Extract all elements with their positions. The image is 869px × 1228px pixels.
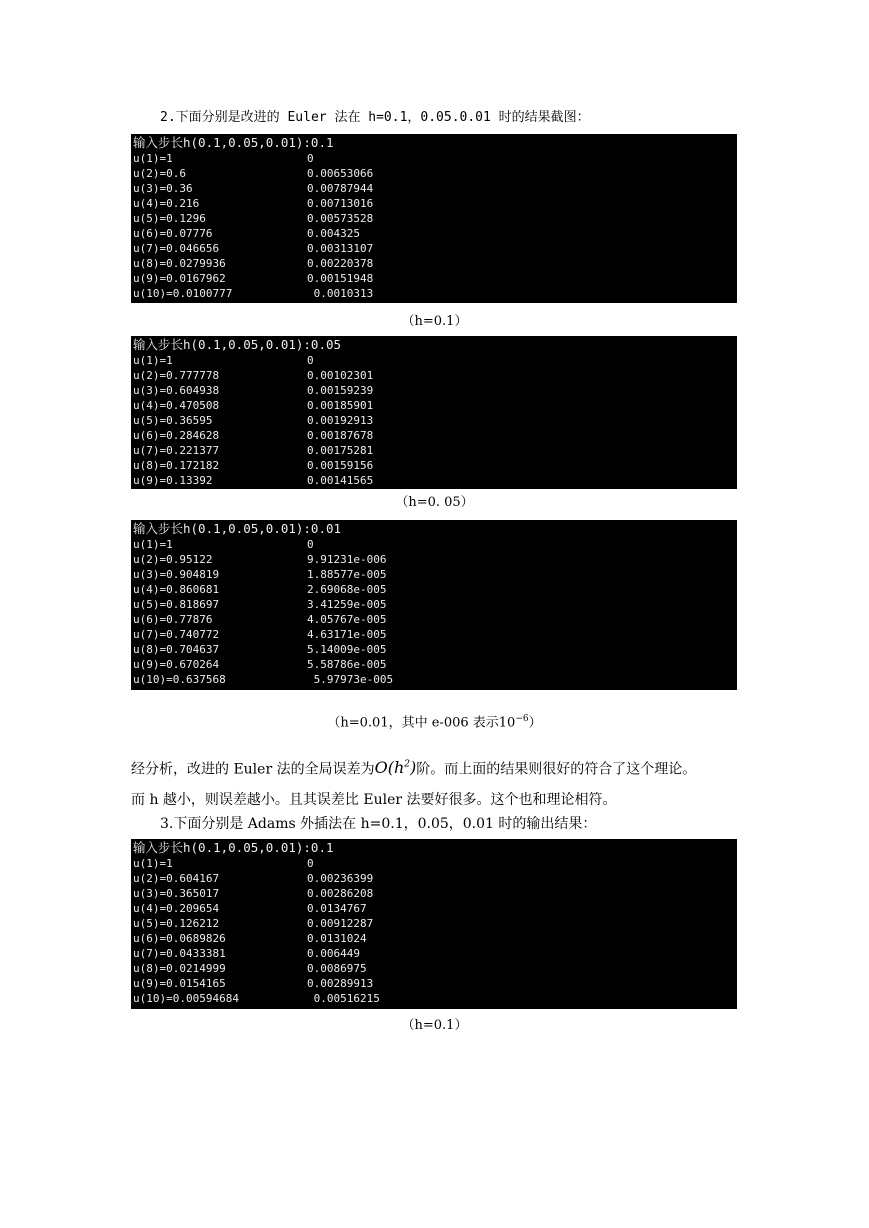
- analysis-paragraph-1: [131, 755, 696, 779]
- row-error-value: 0.00151948: [307, 272, 374, 285]
- console-row: [133, 473, 737, 488]
- console-row: [133, 597, 737, 612]
- row-error-value: 2.69068e-005: [307, 583, 387, 596]
- row-u-value: u(3)=0.604938: [133, 384, 220, 397]
- console-row: [133, 976, 737, 991]
- console-row: [133, 196, 737, 211]
- row-u-value: u(7)=0.740772: [133, 628, 220, 641]
- row-u-value: u(9)=0.0154165: [133, 977, 226, 990]
- row-error-value: 5.14009e-005: [307, 643, 387, 656]
- big-o-close: ): [410, 758, 417, 778]
- intro-paragraph-2: 2.下面分别是改进的 Euler 法在 h=0.1，0.05.0.01 时的结果截图：: [160, 110, 590, 125]
- console-row: [133, 226, 737, 241]
- console-row: [133, 181, 737, 196]
- row-u-value: u(9)=0.0167962: [133, 272, 226, 285]
- console-row: [133, 916, 737, 931]
- caption-h01: （h=0.1）: [401, 314, 468, 329]
- row-u-value: u(3)=0.904819: [133, 568, 220, 581]
- console-row: [133, 271, 737, 286]
- console-row: [133, 368, 737, 383]
- console-row: [133, 567, 737, 582]
- row-error-value: 0.00236399: [307, 872, 374, 885]
- console-screenshot-adams-h01: [131, 839, 737, 1009]
- row-error-value: 0.004325: [307, 227, 360, 240]
- row-error-value: 0: [307, 152, 314, 165]
- console-row: [133, 931, 737, 946]
- caption-text: （h=0.01，其中 e-006 表示: [327, 715, 499, 731]
- row-u-value: u(6)=0.0689826: [133, 932, 226, 945]
- console-row: [133, 353, 737, 368]
- row-u-value: u(9)=0.670264: [133, 658, 220, 671]
- row-error-value: 0.00102301: [307, 369, 374, 382]
- row-error-value: 0.0010313: [307, 287, 374, 300]
- row-u-value: u(10)=0.00594684: [133, 992, 239, 1005]
- console-row: [133, 256, 737, 271]
- row-error-value: 0.00141565: [307, 474, 374, 487]
- row-error-value: 0.00516215: [307, 992, 380, 1005]
- console-row: [133, 458, 737, 473]
- big-o-exp: 2: [404, 760, 410, 770]
- row-error-value: 0: [307, 354, 314, 367]
- row-error-value: 0.00175281: [307, 444, 374, 457]
- row-u-value: u(2)=0.6: [133, 167, 186, 180]
- console-row: [133, 856, 737, 871]
- intro-paragraph-3: 3.下面分别是 Adams 外插法在 h=0.1，0.05，0.01 时的输出结果：: [160, 816, 597, 832]
- row-error-value: 1.88577e-005: [307, 568, 387, 581]
- console-row: [133, 428, 737, 443]
- console-row: [133, 582, 737, 597]
- row-u-value: u(2)=0.95122: [133, 553, 213, 566]
- console-row: [133, 166, 737, 181]
- row-error-value: 0.00912287: [307, 917, 374, 930]
- row-error-value: 0.00187678: [307, 429, 374, 442]
- row-u-value: u(10)=0.0100777: [133, 287, 233, 300]
- console-row: [133, 627, 737, 642]
- analysis-text: 经分析，改进的 Euler 法的全局误差为: [131, 761, 375, 778]
- caption-math-exp: −6: [515, 714, 529, 724]
- console-row: [133, 151, 737, 166]
- console-rows: [133, 151, 737, 301]
- row-error-value: 0.00713016: [307, 197, 374, 210]
- console-row: [133, 657, 737, 672]
- console-prompt: 输入步长h(0.1,0.05,0.01):0.1: [133, 135, 334, 150]
- row-error-value: 0: [307, 857, 314, 870]
- console-rows: [133, 856, 737, 1006]
- row-error-value: 0.00220378: [307, 257, 374, 270]
- row-u-value: u(8)=0.172182: [133, 459, 220, 472]
- row-error-value: 0.0131024: [307, 932, 367, 945]
- console-prompt: 输入步长h(0.1,0.05,0.01):0.1: [133, 840, 334, 855]
- row-error-value: 0.00159239: [307, 384, 374, 397]
- analysis-text-end: 阶。而上面的结果则很好的符合了这个理论。: [416, 761, 697, 778]
- row-u-value: u(6)=0.77876: [133, 613, 213, 626]
- row-u-value: u(4)=0.860681: [133, 583, 220, 596]
- row-error-value: 0: [307, 538, 314, 551]
- row-error-value: 0.00313107: [307, 242, 374, 255]
- row-u-value: u(6)=0.07776: [133, 227, 213, 240]
- row-error-value: 0.00289913: [307, 977, 374, 990]
- row-u-value: u(1)=1: [133, 152, 173, 165]
- console-prompt: 输入步长h(0.1,0.05,0.01):0.05: [133, 337, 342, 352]
- console-rows: [133, 537, 737, 687]
- row-u-value: u(7)=0.0433381: [133, 947, 226, 960]
- row-u-value: u(8)=0.0214999: [133, 962, 226, 975]
- row-u-value: u(8)=0.704637: [133, 643, 220, 656]
- big-o-base: O(h: [374, 758, 405, 778]
- console-row: [133, 871, 737, 886]
- console-row: [133, 211, 737, 226]
- row-error-value: 0.00192913: [307, 414, 374, 427]
- console-rows: [133, 353, 737, 488]
- big-o-expression: [375, 758, 417, 777]
- row-u-value: u(4)=0.209654: [133, 902, 220, 915]
- row-u-value: u(7)=0.046656: [133, 242, 220, 255]
- caption-close: ）: [528, 715, 542, 731]
- row-u-value: u(3)=0.36: [133, 182, 193, 195]
- row-error-value: 5.97973e-005: [307, 673, 394, 686]
- console-row: [133, 642, 737, 657]
- console-row: [133, 946, 737, 961]
- row-u-value: u(9)=0.13392: [133, 474, 213, 487]
- row-u-value: u(4)=0.216: [133, 197, 200, 210]
- row-u-value: u(5)=0.36595: [133, 414, 213, 427]
- row-u-value: u(10)=0.637568: [133, 673, 226, 686]
- console-row: [133, 443, 737, 458]
- row-u-value: u(1)=1: [133, 857, 173, 870]
- console-row: [133, 961, 737, 976]
- console-row: [133, 552, 737, 567]
- row-error-value: 4.63171e-005: [307, 628, 387, 641]
- console-screenshot-h005: [131, 336, 737, 489]
- row-u-value: u(2)=0.777778: [133, 369, 220, 382]
- row-u-value: u(5)=0.818697: [133, 598, 220, 611]
- console-screenshot-h001: [131, 520, 737, 690]
- row-u-value: u(2)=0.604167: [133, 872, 220, 885]
- caption-h005: （h=0. 05）: [395, 495, 474, 510]
- console-row: [133, 537, 737, 552]
- row-u-value: u(8)=0.0279936: [133, 257, 226, 270]
- console-row: [133, 241, 737, 256]
- console-screenshot-h01: [131, 134, 737, 303]
- console-prompt: 输入步长h(0.1,0.05,0.01):0.01: [133, 521, 342, 536]
- caption-h001: [0, 710, 869, 732]
- row-u-value: u(1)=1: [133, 538, 173, 551]
- console-row: [133, 901, 737, 916]
- row-error-value: 0.0134767: [307, 902, 367, 915]
- caption-adams-h01: （h=0.1）: [401, 1018, 468, 1033]
- row-u-value: u(5)=0.1296: [133, 212, 206, 225]
- row-error-value: 0.00159156: [307, 459, 374, 472]
- row-u-value: u(5)=0.126212: [133, 917, 220, 930]
- row-u-value: u(7)=0.221377: [133, 444, 220, 457]
- row-error-value: 3.41259e-005: [307, 598, 387, 611]
- row-error-value: 0.00653066: [307, 167, 374, 180]
- row-error-value: 0.006449: [307, 947, 360, 960]
- row-error-value: 0.00185901: [307, 399, 374, 412]
- row-u-value: u(6)=0.284628: [133, 429, 220, 442]
- row-u-value: u(3)=0.365017: [133, 887, 220, 900]
- row-error-value: 0.00286208: [307, 887, 374, 900]
- console-row: [133, 383, 737, 398]
- row-error-value: 0.00573528: [307, 212, 374, 225]
- console-row: [133, 672, 737, 687]
- row-error-value: 4.05767e-005: [307, 613, 387, 626]
- row-error-value: 0.0086975: [307, 962, 367, 975]
- console-row: [133, 612, 737, 627]
- console-row: [133, 413, 737, 428]
- caption-math-base: 10: [498, 715, 516, 731]
- analysis-paragraph-2: 而 h 越小，则误差越小。且其误差比 Euler 法要好很多。这个也和理论相符。: [131, 792, 617, 808]
- row-error-value: 0.00787944: [307, 182, 374, 195]
- console-row: [133, 286, 737, 301]
- row-u-value: u(4)=0.470508: [133, 399, 220, 412]
- row-error-value: 5.58786e-005: [307, 658, 387, 671]
- console-row: [133, 398, 737, 413]
- row-u-value: u(1)=1: [133, 354, 173, 367]
- console-row: [133, 886, 737, 901]
- row-error-value: 9.91231e-006: [307, 553, 387, 566]
- console-row: [133, 991, 737, 1006]
